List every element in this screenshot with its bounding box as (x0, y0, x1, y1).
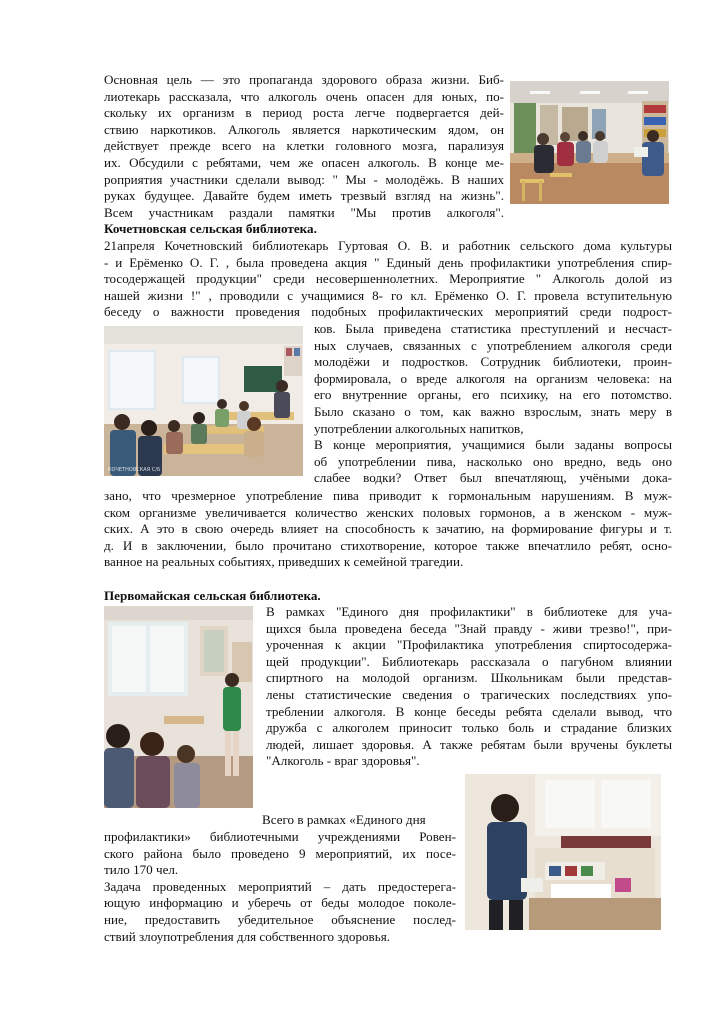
pervomayskaya-heading: Первомайская сельская библиотека. (104, 588, 321, 603)
library-reading-photo (510, 81, 669, 204)
section2-intro-paragraph (104, 238, 672, 321)
text-line: 21апреля Кочетновский библиотекарь Гуртовая О. В. и работник сельского дома культуры (104, 238, 672, 253)
text-line: руках будущее. Давайте будем иметь трезвый взгляд на жизнь". (104, 188, 504, 204)
text-line: д. И в заключении, было прочитано стихотворение, которое также впечатлило ребят, осно- (104, 537, 672, 553)
text-line: В конце мероприятия, учащимися были заданы вопросы (314, 437, 672, 453)
text-line: ского района было проведено 9 мероприятий, их посе- (104, 845, 456, 861)
section3-paragraph (266, 604, 672, 770)
text-line: молодёжи и подростков. Сотрудник библиотеки, проин- (314, 354, 672, 370)
text-line: людей, лишает здоровья. А также ребятам были вручены буклеты (266, 736, 672, 752)
classroom-photo (104, 326, 303, 476)
text-line: лиотекарь рассказала, что алкоголь очень опасен для юных, по- (104, 88, 504, 104)
text-line: их. Обсудили с ребятами, чем же опасен алкоголь. В конце ме- (104, 154, 504, 170)
text-line: лены статистические сведения о трагических последствиях упо- (266, 686, 672, 702)
text-line: нашей жизни !" , проводили с учащимися 8- го кл. Ерёменко О. Г. провела вступительную (104, 287, 672, 303)
text-line: уроченная к акции "Профилактика употребления спиртосодержа- (266, 637, 672, 653)
text-line: спиртного на молодой организм. Школьникам были представ- (266, 670, 672, 686)
text-line: Всем участникам раздали памятки "Мы против алкоголя". (104, 204, 504, 220)
text-line: ние, предоставить убедительное объяснение послед- (104, 911, 456, 927)
text-line: слабее водки? Ответ был впечатляющ, учёными дока- (314, 470, 672, 486)
summary-paragraph (104, 829, 456, 945)
photo-watermark: КОЧЕТНОВСКАЯ С/Б (108, 467, 161, 473)
text-line: скольку их организм в период роста легче подвергается дей- (104, 105, 504, 121)
text-line: роприятия участники сделали вывод: " Мы - молодёжь. В наших (104, 171, 504, 187)
text-line: профилактики» библиотечными учреждениями Ровен- (104, 829, 456, 844)
text-line: об употреблении пива, насколько оно вредно, ведь оно (314, 453, 672, 469)
text-line: треблении алкоголя. В конце беседы ребята сделали вывод, что (266, 703, 672, 719)
text-line: ских. А это в свою очередь влияет на способность к зачатию, на формирование фигуры и т. (104, 521, 672, 537)
text-line: Основная цель — это пропаганда здорового образа жизни. Биб- (104, 72, 504, 87)
text-line: ванное на реальных событиях, приведших к семейной трагедии. (104, 554, 464, 570)
text-line: ющую информацию и уберечь от беды молодое поколе- (104, 895, 456, 911)
kochetnovskaya-heading: Кочетновская сельская библиотека. (104, 221, 317, 236)
text-line: дружба с алкоголем приносит только боль и страдание близких (266, 720, 672, 736)
text-line: формировала, о вреде алкоголя на организм человека: на (314, 370, 672, 386)
text-line: употреблении алкогольных напитков, (314, 420, 524, 436)
text-line: Было сказано о том, как важно взрослым, знать меру в (314, 403, 672, 419)
text-line: беседу о важности проведения подобных профилактических мероприятий среди подрост- (104, 304, 672, 320)
text-line: В рамках "Единого дня профилактики" в библиотеке для уча- (266, 604, 672, 619)
text-line: щей продукции". Библиотекарь рассказала о пагубном влиянии (266, 653, 672, 669)
text-line: "Алкоголь - враг здоровья". (266, 753, 420, 769)
presenter-photo (104, 606, 253, 808)
book-exhibit-photo (465, 774, 661, 930)
text-line: щихся была проведена беседа "Знай правду - живи трезво!", при- (266, 620, 672, 636)
text-line: ствий злоупотребления для собственного здоровья. (104, 928, 390, 944)
text-line: Задача проведенных мероприятий – дать предостерега- (104, 878, 456, 894)
text-line: тило 170 чел. (104, 862, 179, 878)
text-line: тосодержащей продукции" среди несовершеннолетних. Мероприятие " Алкоголь долой из (104, 271, 672, 287)
text-line: его внутренние органы, его психику, на его потомство. (314, 387, 672, 403)
section2-bottom-paragraph (104, 488, 672, 571)
text-line: - и Ерёменко О. Г. , была проведена акция " Единый день профилактики употребления спир- (104, 254, 672, 270)
section2-side-paragraph (314, 321, 672, 487)
text-line: ных случаев, связанных с употреблением алкоголя среди (314, 337, 672, 353)
section1-paragraph (104, 72, 504, 221)
text-line: ков. Была приведена статистика преступлений и несчаст- (314, 321, 672, 336)
text-line: зано, что чрезмерное употребление пива приводит к гормональным нарушениям. В муж- (104, 488, 672, 503)
text-line: действует прежде всего на клетки головного мозга, парализуя (104, 138, 504, 154)
text-line: ствию наркотиков. Алкоголь является наркотическим ядом, он (104, 121, 504, 137)
summary-first-line: Всего в рамках «Единого дня (262, 812, 426, 827)
text-line: ском организме увеличивается количество женских половых гормонов, а в женском - муж- (104, 504, 672, 520)
